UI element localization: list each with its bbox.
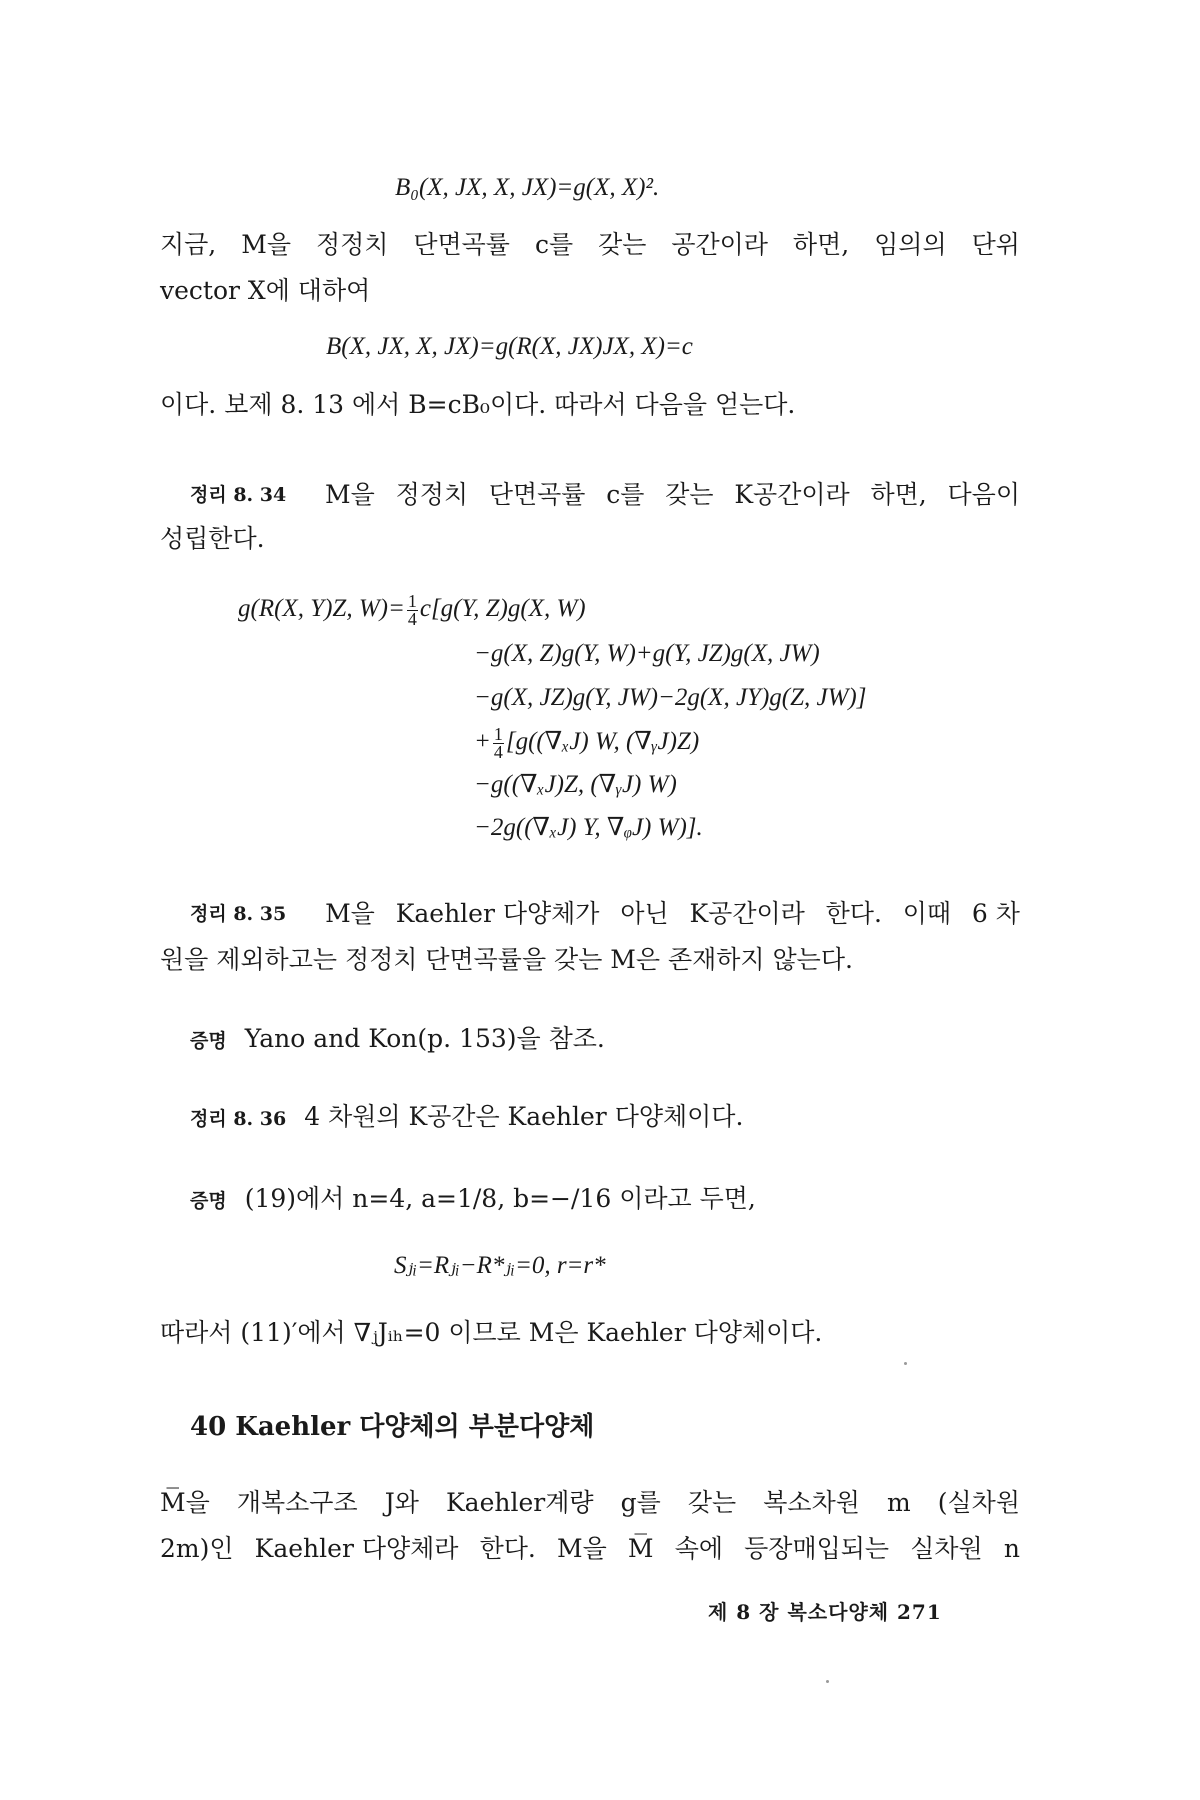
- word: 6 차: [971, 899, 1020, 928]
- word: M을: [557, 1534, 607, 1563]
- theorem-text: 4 차원의 K공간은 Kaehler 다양체이다.: [304, 1102, 744, 1131]
- theorem-8-34: [190, 478, 1020, 512]
- proof-label: 증명: [190, 1030, 227, 1052]
- fraction: [407, 590, 418, 629]
- word: 갖는: [598, 230, 647, 259]
- curvature-formula-line: −g((∇ₓJ)Z, (∇ᵧJ) W): [474, 771, 677, 798]
- equation-b0: B₀(X, JX, X, JX)=g(X, X)².: [395, 174, 660, 201]
- word: 정정치: [395, 480, 469, 509]
- theorem-8-35: [190, 897, 1020, 931]
- proof: [190, 1022, 1020, 1058]
- word: 단위: [971, 230, 1020, 259]
- theorem-line: 성립한다.: [160, 524, 265, 553]
- word: 아닌: [620, 899, 669, 928]
- theorem-line: [190, 897, 1020, 931]
- word: Kaehler 다양체라: [254, 1534, 459, 1563]
- word: 속에: [674, 1534, 723, 1563]
- word: K공간이라: [734, 480, 850, 509]
- formula-text: [g((∇ₓJ) W, (∇ᵧJ)Z): [505, 728, 700, 755]
- fraction-numerator: 1: [493, 723, 503, 744]
- proof-label: 증명: [190, 1190, 227, 1212]
- word: c를: [606, 480, 645, 509]
- word: M을: [241, 230, 291, 259]
- paragraph-line: [160, 228, 1020, 262]
- word: n: [1003, 1534, 1020, 1563]
- equation-s-identity: Sⱼᵢ=Rⱼᵢ−R*ⱼᵢ=0, r=r*: [394, 1252, 606, 1279]
- theorem-line: [190, 478, 1020, 512]
- word: m: [886, 1488, 911, 1517]
- word: J와: [384, 1488, 419, 1517]
- word: 실차원: [910, 1534, 983, 1563]
- formula-text: g(R(X, Y)Z, W)=: [238, 595, 405, 622]
- word: 등장매입되는: [744, 1534, 890, 1563]
- word: M̅을: [160, 1488, 210, 1517]
- proof-text: Yano and Kon(p. 153)을 참조.: [244, 1024, 605, 1053]
- word: 한다.: [479, 1534, 536, 1563]
- proof: [190, 1182, 1020, 1218]
- theorem-label: 정리 8. 35: [190, 903, 287, 925]
- page-footer: 제 8 장 복소다양체 271: [708, 1600, 942, 1624]
- theorem-8-36: [190, 1100, 1020, 1136]
- word: K공간이라: [689, 899, 805, 928]
- paragraph-line: 따라서 (11)′에서 ∇ⱼJᵢₕ=0 이므로 M은 Kaehler 다양체이다.: [160, 1318, 823, 1347]
- word: M을: [325, 480, 375, 509]
- word: Kaehler 다양체가: [395, 899, 600, 928]
- word: M̅: [627, 1534, 654, 1563]
- word: c를: [534, 230, 574, 259]
- paragraph-line: vector X에 대하여: [160, 276, 371, 305]
- word: 임의의: [874, 230, 947, 259]
- word: 하면,: [792, 230, 850, 259]
- word: 지금,: [160, 230, 217, 259]
- fraction-denominator: 4: [493, 741, 503, 762]
- word: M을: [325, 899, 375, 928]
- word: 공간이라: [671, 230, 768, 259]
- word: 하면,: [870, 480, 927, 509]
- theorem-line: 원을 제외하고는 정정치 단면곡률을 갖는 M은 존재하지 않는다.: [160, 945, 853, 974]
- curvature-formula-line: −2g((∇ₓJ) Y, ∇ᵩJ) W)].: [474, 814, 703, 841]
- word: 복소차원: [763, 1488, 860, 1517]
- word: 갖는: [687, 1488, 737, 1517]
- curvature-formula-line: −g(X, Z)g(Y, W)+g(Y, JZ)g(X, JW): [474, 640, 820, 667]
- paragraph-line: [160, 1532, 1020, 1566]
- proof-text: (19)에서 n=4, a=1/8, b=−/16 이라고 두면,: [244, 1184, 756, 1213]
- curvature-formula-line: [238, 592, 586, 628]
- word: 2m)인: [160, 1534, 234, 1563]
- formula-text: +: [474, 728, 491, 755]
- fraction-numerator: 1: [407, 590, 417, 611]
- word: Kaehler계량: [445, 1488, 594, 1517]
- formula-text: c[g(Y, Z)g(X, W): [419, 595, 586, 622]
- scan-speck: [826, 1680, 829, 1683]
- theorem-label: 정리 8. 34: [190, 484, 287, 506]
- word: 이때: [902, 899, 952, 928]
- theorem-label: 정리 8. 36: [190, 1108, 287, 1130]
- section-heading: 40 Kaehler 다양체의 부분다양체: [190, 1412, 595, 1442]
- fraction-denominator: 4: [407, 608, 417, 629]
- word: g를: [620, 1488, 661, 1517]
- curvature-formula-line: −g(X, JZ)g(Y, JW)−2g(X, JY)g(Z, JW)]: [474, 684, 867, 711]
- paragraph-line: 이다. 보제 8. 13 에서 B=cB₀이다. 따라서 다음을 얻는다.: [160, 390, 796, 419]
- word: 다음이: [947, 480, 1020, 509]
- word: 한다.: [825, 899, 882, 928]
- scan-speck: [904, 1362, 907, 1365]
- word: 단면곡률: [488, 480, 586, 509]
- word: 갖는: [665, 480, 714, 509]
- paragraph-line: [160, 1486, 1020, 1520]
- word: (실차원: [937, 1488, 1020, 1517]
- equation-b-constant: B(X, JX, X, JX)=g(R(X, JX)JX, X)=c: [326, 333, 693, 360]
- word: 개복소구조: [236, 1488, 358, 1517]
- fraction: [493, 723, 504, 762]
- word: 단면곡률: [413, 230, 510, 259]
- curvature-formula-line: [474, 725, 699, 761]
- word: 정정치: [315, 230, 389, 259]
